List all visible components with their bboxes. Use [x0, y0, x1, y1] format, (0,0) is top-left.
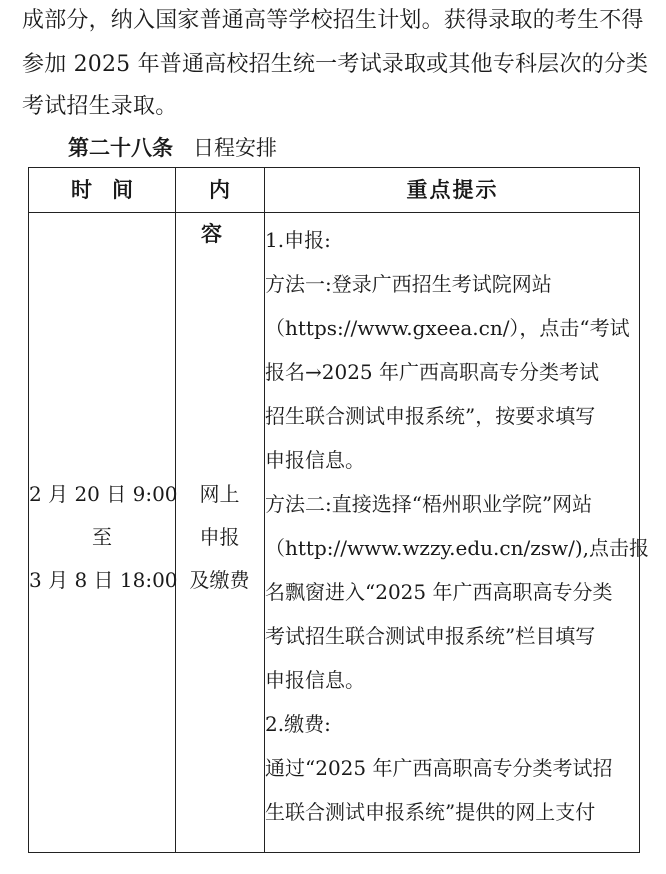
tips-line: 申报信息。 — [265, 668, 365, 692]
tips-cell — [265, 218, 650, 834]
time-start: 2 月 20 日 9:00 — [29, 482, 178, 506]
intro-text-line-3: 考试招生录取。 — [22, 94, 178, 119]
tips-line: 申报信息。 — [265, 448, 365, 472]
tips-line: 考试招生联合测试申报系统”栏目填写 — [265, 624, 596, 648]
tips-line: （http://www.wzzy.edu.cn/zsw/),点击报 — [265, 536, 650, 560]
article-title: 日程安排 — [193, 136, 277, 160]
tips-line: 报名→2025 年广西高职高专分类考试 — [265, 360, 600, 384]
tips-line: 2.缴费: — [265, 712, 331, 736]
header-key-tips: 重点提示 — [406, 178, 499, 202]
tips-line: 招生联合测试申报系统”，按要求填写 — [265, 404, 596, 428]
intro-text-line-1: 成部分，纳入国家普通高等学校招生计划。获得录取的考生不得 — [22, 8, 644, 33]
tips-line: 生联合测试申报系统”提供的网上支付 — [265, 800, 596, 824]
article-number: 第二十八条 — [68, 136, 173, 160]
header-time: 时间 — [71, 178, 153, 202]
header-divider — [29, 212, 639, 213]
content-cell — [175, 473, 264, 602]
time-cell — [29, 473, 178, 602]
time-end: 3 月 8 日 18:00 — [29, 568, 178, 592]
tips-line: 名飘窗进入“2025 年广西高职高专分类 — [265, 580, 613, 604]
tips-line: 1.申报: — [265, 228, 331, 252]
tips-line: （https://www.gxeea.cn/），点击“考试 — [265, 316, 630, 340]
content-line: 申报 — [199, 525, 240, 549]
intro-text-line-2: 参加 2025 年普通高校招生统一考试录取或其他专科层次的分类 — [22, 52, 649, 77]
article-heading — [68, 134, 277, 162]
content-line: 及缴费 — [189, 568, 250, 592]
tips-line: 方法一:登录广西招生考试院网站 — [265, 272, 552, 296]
schedule-table — [28, 167, 650, 853]
tips-line: 方法二:直接选择“梧州职业学院”网站 — [265, 492, 593, 516]
content-line: 网上 — [199, 482, 240, 506]
tips-line: 通过“2025 年广西高职高专分类考试招 — [265, 756, 613, 780]
time-separator: 至 — [92, 525, 112, 549]
header-content: 内容 — [201, 178, 246, 246]
